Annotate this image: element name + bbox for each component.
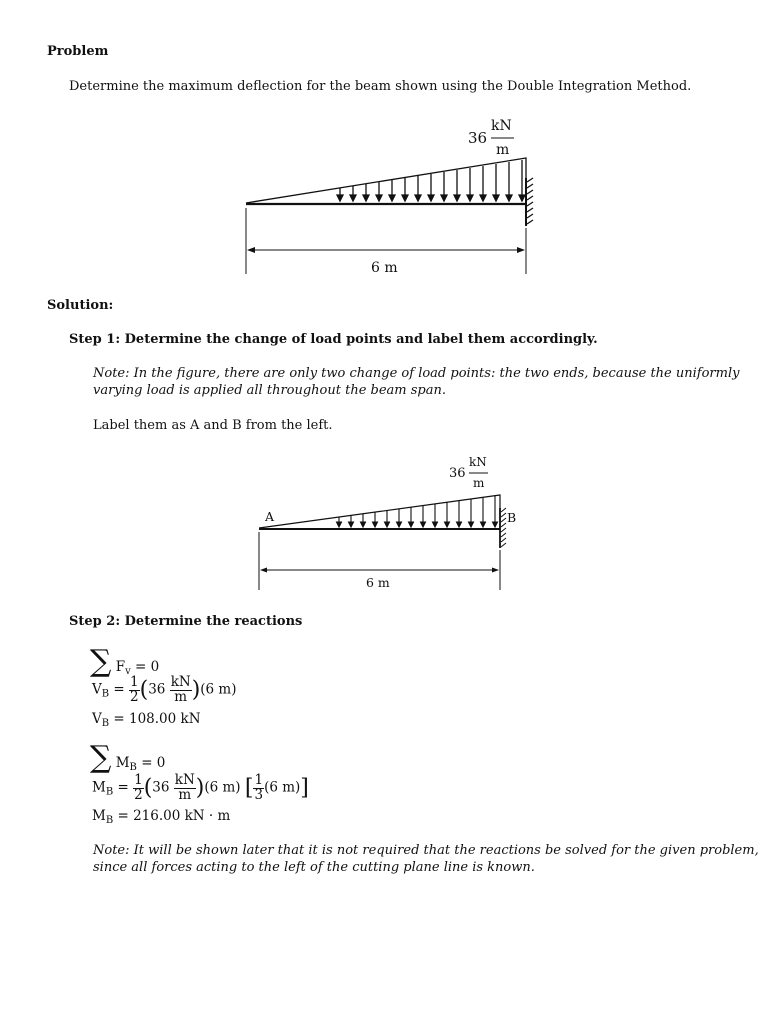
step2-heading: Step 2: Determine the reactions (69, 614, 303, 629)
fv-eq: = 0 (130, 659, 160, 675)
step1-heading: Step 1: Determine the change of load points and label them accordingly. (69, 332, 598, 347)
vb-label: V (92, 681, 102, 698)
vb-length-term: (6 m) (200, 681, 237, 698)
mb-eq: = 0 (136, 755, 166, 771)
load-arrows (337, 160, 525, 201)
vb-result-sub: B (101, 718, 110, 729)
beam-figure-1 (230, 108, 540, 278)
mb-result-value: = 216.00 kN · m (113, 808, 231, 824)
half-num: 1 (130, 674, 139, 690)
point-b-label: B (507, 510, 517, 525)
vb-load-value: 36 (148, 681, 166, 698)
span-label: 6 m (371, 260, 398, 276)
vb-unit-num: kN (170, 674, 191, 690)
problem-heading: Problem (47, 44, 109, 59)
third-den: 3 (254, 786, 264, 803)
vb-result-value: = 108.00 kN (109, 711, 201, 727)
problem-statement: Determine the maximum deflection for the beam shown using the Double Integration Method. (69, 79, 692, 94)
step2-note-line1: Note: It will be shown later that it is not required that the reactions be solved for the given problem, (93, 843, 759, 858)
mb-unit-den: m (174, 788, 196, 803)
mb-result-sub: B (105, 815, 114, 826)
sum-symbol: ∑ (90, 644, 112, 679)
load-unit-num: kN (469, 455, 487, 469)
mb-half-num: 1 (134, 772, 143, 788)
half-den: 2 (130, 688, 139, 705)
third-num: 1 (254, 772, 264, 788)
load-unit-den: m (473, 476, 485, 490)
load-arrows (337, 496, 498, 527)
point-a-label: A (265, 509, 275, 524)
sum-fv-equation (90, 644, 159, 679)
solution-heading: Solution: (47, 298, 114, 313)
step1-note-line1: Note: In the figure, there are only two change of load points: the two ends, because the uniformly (93, 366, 740, 381)
sum-mb-equation (90, 740, 165, 775)
mb-load-value: 36 (152, 779, 170, 796)
mb-sub: B (129, 762, 137, 773)
mb-equation: $M_B$ = $\frac{1}{2}$ (36 $\frac{kN}{m}$ )(6 m) [ $\frac{1}{3}$ (6 m)] (92, 772, 309, 803)
load-triangle (259, 495, 500, 528)
vb-sub: B (101, 688, 110, 700)
mb-label: M (115, 755, 130, 771)
support-hatch (501, 508, 506, 547)
span-label: 6 m (366, 575, 390, 590)
fv-label: F (115, 659, 126, 675)
step2-note-line2: since all forces acting to the left of the cutting plane line is known. (93, 860, 535, 875)
vb-equation: $V_B$ = $\frac{1}{2}$ (36 $\frac{kN}{m}$ )(6 m) (92, 674, 237, 705)
step1-note-line2: varying load is applied all throughout the beam span. (93, 383, 446, 398)
mb-arm-term: (6 m) (264, 779, 301, 796)
step1-label-text: Label them as A and B from the left. (93, 418, 333, 433)
load-unit-den: m (496, 142, 510, 158)
mb-result (92, 808, 230, 826)
vb-unit-den: m (170, 690, 192, 705)
beam-figure-2 (250, 450, 530, 595)
sum-symbol-2: ∑ (90, 740, 112, 775)
mb-unit-num: kN (174, 772, 195, 788)
mb-eq-sub: B (105, 786, 114, 798)
load-value: 36 (449, 466, 466, 481)
fv-sub: v (125, 666, 131, 677)
load-unit-num: kN (491, 118, 512, 134)
mb-half-den: 2 (134, 786, 143, 803)
mb-result-label: M (92, 808, 106, 824)
mb-length-term: (6 m) (204, 779, 241, 796)
vb-result (92, 711, 201, 729)
support-hatch (527, 178, 533, 224)
mb-eq-label: M (92, 779, 106, 796)
load-value: 36 (468, 129, 488, 147)
vb-result-label: V (92, 711, 102, 727)
